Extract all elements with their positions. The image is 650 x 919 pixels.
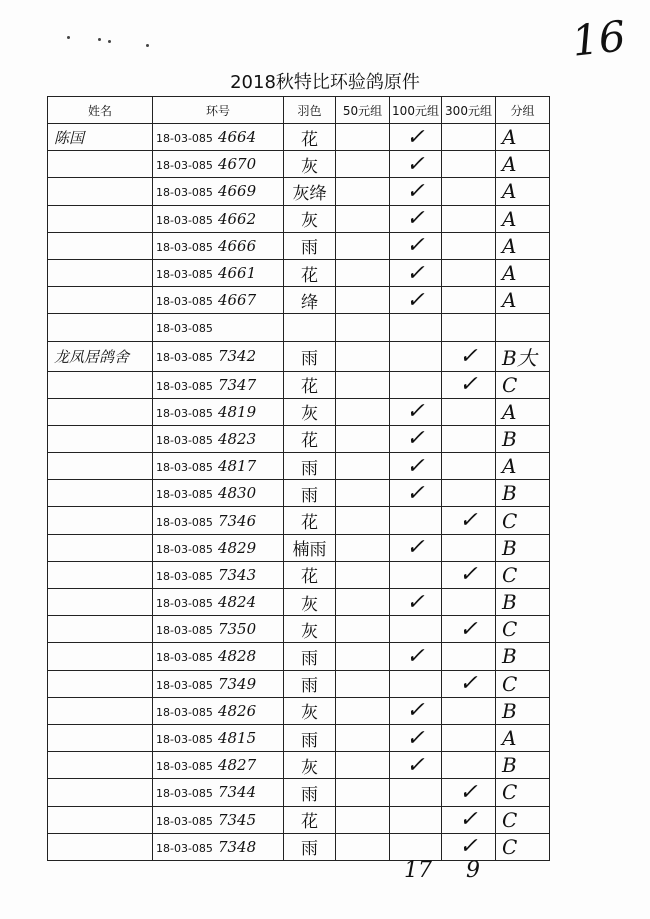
feather-color-cell: 灰: [284, 398, 336, 425]
ring-number-cell: [153, 507, 284, 534]
three-hundred-group-check: ✓: [442, 341, 496, 371]
three-hundred-total: 9: [466, 858, 480, 883]
ring-prefix: 18-03-085: [156, 814, 213, 828]
ring-serial: 4823: [217, 429, 257, 448]
ring-serial: 4664: [217, 128, 257, 147]
fifty-group-cell: [336, 341, 390, 371]
table-row: [48, 287, 550, 314]
feather-color-cell: 雨: [284, 453, 336, 480]
owner-name-cell: [48, 670, 153, 697]
owner-name-cell: 龙凤居鸽舍: [48, 341, 153, 371]
three-hundred-group-check: [442, 697, 496, 724]
ring-number-cell: [153, 425, 284, 452]
ring-number-cell: [153, 124, 284, 151]
table-row: [48, 232, 550, 259]
fifty-group-cell: [336, 534, 390, 561]
table-row: [48, 425, 550, 452]
ring-prefix: 18-03-085: [156, 841, 213, 855]
hundred-group-check: ✓: [390, 589, 442, 616]
table-row: [48, 779, 550, 806]
fifty-group-cell: [336, 453, 390, 480]
ring-prefix: 18-03-085: [156, 379, 213, 393]
ring-prefix: 18-03-085: [156, 787, 213, 801]
group-letter-cell: B: [496, 534, 550, 561]
table-row: [48, 480, 550, 507]
ring-number-cell: [153, 232, 284, 259]
feather-color-cell: 雨: [284, 480, 336, 507]
hundred-group-check: [390, 833, 442, 860]
fifty-group-cell: [336, 670, 390, 697]
owner-name-cell: [48, 534, 153, 561]
ring-serial: 4827: [217, 756, 257, 775]
owner-name-cell: [48, 833, 153, 860]
group-letter-cell: [496, 314, 550, 341]
group-letter-cell: B: [496, 752, 550, 779]
three-hundred-group-check: [442, 534, 496, 561]
group-letter-cell: B: [496, 697, 550, 724]
header-hundred: 100元组: [390, 97, 442, 124]
ring-prefix: 18-03-085: [156, 240, 213, 254]
fifty-group-cell: [336, 287, 390, 314]
fifty-group-cell: [336, 480, 390, 507]
feather-color-cell: 灰绛: [284, 178, 336, 205]
fifty-group-cell: [336, 205, 390, 232]
table-header-row: [48, 97, 550, 124]
fifty-group-cell: [336, 643, 390, 670]
header-ring: 环号: [153, 97, 284, 124]
three-hundred-group-check: [442, 398, 496, 425]
fifty-group-cell: [336, 752, 390, 779]
hundred-group-check: [390, 616, 442, 643]
hundred-group-check: ✓: [390, 697, 442, 724]
feather-color-cell: 花: [284, 259, 336, 286]
group-letter-cell: B: [496, 480, 550, 507]
ring-number-cell: [153, 670, 284, 697]
ring-number-cell: [153, 833, 284, 860]
table-row: [48, 724, 550, 751]
feather-color-cell: 雨: [284, 341, 336, 371]
ring-number-cell: [153, 287, 284, 314]
group-letter-cell: A: [496, 124, 550, 151]
hundred-group-check: ✓: [390, 724, 442, 751]
three-hundred-group-check: [442, 124, 496, 151]
ring-number-cell: [153, 453, 284, 480]
ring-serial: 7343: [217, 565, 257, 584]
ring-number-cell: [153, 371, 284, 398]
fifty-group-cell: [336, 779, 390, 806]
ring-prefix: 18-03-085: [156, 760, 213, 774]
ring-serial: 4666: [217, 236, 257, 255]
three-hundred-group-check: ✓: [442, 670, 496, 697]
three-hundred-group-check: [442, 643, 496, 670]
ring-prefix: 18-03-085: [156, 461, 213, 475]
ring-prefix: 18-03-085: [156, 433, 213, 447]
fifty-group-cell: [336, 232, 390, 259]
fifty-group-cell: [336, 616, 390, 643]
table-row: [48, 561, 550, 588]
feather-color-cell: 灰: [284, 697, 336, 724]
ring-prefix: 18-03-085: [156, 515, 213, 529]
ring-prefix: 18-03-085: [156, 132, 213, 146]
fifty-group-cell: [336, 697, 390, 724]
owner-name-cell: [48, 779, 153, 806]
ring-serial: 4826: [217, 701, 257, 720]
ring-number-cell: [153, 561, 284, 588]
group-letter-cell: C: [496, 507, 550, 534]
table-row: [48, 178, 550, 205]
hundred-group-check: ✓: [390, 453, 442, 480]
feather-color-cell: 灰: [284, 151, 336, 178]
owner-name-cell: [48, 616, 153, 643]
owner-name-cell: [48, 480, 153, 507]
group-letter-cell: C: [496, 670, 550, 697]
ring-prefix: 18-03-085: [156, 624, 213, 638]
group-letter-cell: A: [496, 724, 550, 751]
ring-prefix: 18-03-085: [156, 186, 213, 200]
ink-speck: [146, 44, 149, 47]
owner-name-cell: [48, 507, 153, 534]
group-letter-cell: C: [496, 833, 550, 860]
three-hundred-group-check: [442, 589, 496, 616]
owner-name-cell: [48, 453, 153, 480]
ring-number-cell: [153, 806, 284, 833]
table-row: [48, 616, 550, 643]
ring-number-cell: [153, 643, 284, 670]
owner-name-cell: [48, 232, 153, 259]
ring-serial: 4830: [217, 484, 257, 503]
table-row: [48, 534, 550, 561]
ring-number-cell: [153, 398, 284, 425]
hundred-group-check: [390, 561, 442, 588]
ring-prefix: 18-03-085: [156, 651, 213, 665]
table-row: [48, 643, 550, 670]
page-number: 16: [569, 11, 628, 66]
ring-prefix: 18-03-085: [156, 569, 213, 583]
feather-color-cell: 灰: [284, 589, 336, 616]
fifty-group-cell: [336, 178, 390, 205]
ring-serial: 7342: [217, 347, 257, 365]
feather-color-cell: 花: [284, 806, 336, 833]
table-row: [48, 833, 550, 860]
hundred-group-check: ✓: [390, 643, 442, 670]
sheet-title: 2018秋特比环验鸽原件: [230, 72, 420, 93]
owner-name-cell: [48, 151, 153, 178]
owner-name-cell: [48, 697, 153, 724]
ring-number-cell: [153, 616, 284, 643]
pigeon-record-table: [47, 96, 550, 861]
feather-color-cell: 雨: [284, 670, 336, 697]
table-row: [48, 314, 550, 341]
owner-name-cell: [48, 752, 153, 779]
ring-serial: 4670: [217, 155, 257, 174]
ring-number-cell: [153, 589, 284, 616]
group-letter-cell: B大: [496, 341, 550, 371]
three-hundred-group-check: [442, 724, 496, 751]
group-letter-cell: A: [496, 259, 550, 286]
three-hundred-group-check: ✓: [442, 779, 496, 806]
three-hundred-group-check: [442, 205, 496, 232]
ring-prefix: 18-03-085: [156, 213, 213, 227]
ring-number-cell: [153, 534, 284, 561]
group-letter-cell: C: [496, 806, 550, 833]
three-hundred-group-check: [442, 480, 496, 507]
fifty-group-cell: [336, 259, 390, 286]
owner-name-cell: [48, 643, 153, 670]
header-group: 分组: [496, 97, 550, 124]
ring-serial: 7350: [217, 620, 257, 639]
feather-color-cell: [284, 314, 336, 341]
fifty-group-cell: [336, 371, 390, 398]
owner-name-cell: [48, 259, 153, 286]
group-letter-cell: B: [496, 643, 550, 670]
owner-name-cell: [48, 806, 153, 833]
group-letter-cell: B: [496, 589, 550, 616]
three-hundred-group-check: [442, 259, 496, 286]
ring-prefix: 18-03-085: [156, 678, 213, 692]
ring-serial: 7345: [217, 810, 257, 829]
three-hundred-group-check: [442, 287, 496, 314]
owner-name-cell: 陈国: [48, 124, 153, 151]
table-row: [48, 205, 550, 232]
ring-serial: 4662: [217, 209, 257, 228]
ring-number-cell: [153, 341, 284, 371]
feather-color-cell: 花: [284, 371, 336, 398]
three-hundred-group-check: ✓: [442, 561, 496, 588]
hundred-group-check: ✓: [390, 178, 442, 205]
header-color: 羽色: [284, 97, 336, 124]
ring-number-cell: [153, 178, 284, 205]
table-row: [48, 151, 550, 178]
group-letter-cell: C: [496, 371, 550, 398]
group-letter-cell: C: [496, 779, 550, 806]
ring-serial: 4669: [217, 182, 257, 201]
feather-color-cell: 雨: [284, 779, 336, 806]
group-letter-cell: A: [496, 453, 550, 480]
hundred-group-check: [390, 507, 442, 534]
feather-color-cell: 花: [284, 507, 336, 534]
ring-number-cell: [153, 752, 284, 779]
table-row: [48, 752, 550, 779]
ring-serial: 4828: [217, 647, 257, 666]
fifty-group-cell: [336, 507, 390, 534]
hundred-group-check: ✓: [390, 425, 442, 452]
three-hundred-group-check: [442, 178, 496, 205]
fifty-group-cell: [336, 398, 390, 425]
three-hundred-group-check: [442, 314, 496, 341]
ring-serial: 4661: [217, 264, 257, 283]
ring-prefix: 18-03-085: [156, 351, 213, 364]
owner-name-cell: [48, 589, 153, 616]
hundred-total: 17: [404, 858, 432, 883]
table-row: [48, 670, 550, 697]
ring-prefix: 18-03-085: [156, 159, 213, 173]
hundred-group-check: [390, 779, 442, 806]
ring-serial: 4815: [217, 729, 257, 748]
ring-serial: 4817: [217, 457, 257, 476]
feather-color-cell: 雨: [284, 643, 336, 670]
fifty-group-cell: [336, 589, 390, 616]
owner-name-cell: [48, 425, 153, 452]
group-letter-cell: C: [496, 561, 550, 588]
table-row: [48, 806, 550, 833]
three-hundred-group-check: [442, 151, 496, 178]
hundred-group-check: [390, 670, 442, 697]
hundred-group-check: ✓: [390, 124, 442, 151]
hundred-group-check: ✓: [390, 232, 442, 259]
ring-number-cell: [153, 205, 284, 232]
ring-serial: 4824: [217, 593, 257, 612]
ring-serial: 7344: [217, 783, 257, 802]
owner-name-cell: [48, 314, 153, 341]
three-hundred-group-check: [442, 425, 496, 452]
three-hundred-group-check: ✓: [442, 616, 496, 643]
table-row: [48, 259, 550, 286]
group-letter-cell: A: [496, 151, 550, 178]
owner-name-cell: [48, 561, 153, 588]
table-row: [48, 507, 550, 534]
ring-number-cell: [153, 314, 284, 341]
hundred-group-check: ✓: [390, 259, 442, 286]
fifty-group-cell: [336, 561, 390, 588]
hundred-group-check: ✓: [390, 151, 442, 178]
ring-prefix: 18-03-085: [156, 322, 213, 336]
group-letter-cell: B: [496, 425, 550, 452]
group-letter-cell: C: [496, 616, 550, 643]
fifty-group-cell: [336, 124, 390, 151]
ink-speck: [108, 40, 111, 43]
ring-number-cell: [153, 259, 284, 286]
ring-number-cell: [153, 697, 284, 724]
ring-prefix: 18-03-085: [156, 705, 213, 719]
table-row: [48, 697, 550, 724]
owner-name-cell: [48, 287, 153, 314]
hundred-group-check: [390, 341, 442, 371]
ink-speck: [67, 36, 70, 39]
header-three-hundred: 300元组: [442, 97, 496, 124]
table-row: [48, 453, 550, 480]
ring-serial: 4667: [217, 291, 257, 310]
fifty-group-cell: [336, 425, 390, 452]
three-hundred-group-check: ✓: [442, 833, 496, 860]
ring-prefix: 18-03-085: [156, 268, 213, 282]
ring-serial: 4819: [217, 402, 257, 421]
hundred-group-check: ✓: [390, 287, 442, 314]
feather-color-cell: 绛: [284, 287, 336, 314]
fifty-group-cell: [336, 314, 390, 341]
ring-number-cell: [153, 724, 284, 751]
owner-name-cell: [48, 398, 153, 425]
three-hundred-group-check: ✓: [442, 507, 496, 534]
table-row: [48, 589, 550, 616]
feather-color-cell: 灰: [284, 752, 336, 779]
feather-color-cell: 花: [284, 561, 336, 588]
feather-color-cell: 灰: [284, 616, 336, 643]
table-row: [48, 341, 550, 371]
ring-prefix: 18-03-085: [156, 542, 213, 556]
three-hundred-group-check: ✓: [442, 371, 496, 398]
feather-color-cell: 雨: [284, 724, 336, 751]
hundred-group-check: [390, 314, 442, 341]
hundred-group-check: ✓: [390, 534, 442, 561]
hundred-group-check: ✓: [390, 480, 442, 507]
ring-prefix: 18-03-085: [156, 406, 213, 420]
feather-color-cell: 花: [284, 124, 336, 151]
ring-number-cell: [153, 480, 284, 507]
ring-prefix: 18-03-085: [156, 597, 213, 611]
group-letter-cell: A: [496, 398, 550, 425]
group-letter-cell: A: [496, 232, 550, 259]
hundred-group-check: ✓: [390, 205, 442, 232]
ring-number-cell: [153, 779, 284, 806]
feather-color-cell: 雨: [284, 232, 336, 259]
hundred-group-check: [390, 806, 442, 833]
hundred-group-check: ✓: [390, 752, 442, 779]
feather-color-cell: 灰: [284, 205, 336, 232]
ring-prefix: 18-03-085: [156, 488, 213, 502]
owner-name-cell: [48, 178, 153, 205]
feather-color-cell: 楠雨: [284, 534, 336, 561]
three-hundred-group-check: [442, 453, 496, 480]
ring-serial: 7346: [217, 511, 257, 530]
fifty-group-cell: [336, 724, 390, 751]
owner-name-cell: [48, 724, 153, 751]
table-row: [48, 371, 550, 398]
three-hundred-group-check: [442, 752, 496, 779]
header-fifty: 50元组: [336, 97, 390, 124]
group-letter-cell: A: [496, 287, 550, 314]
ring-serial: 7348: [217, 837, 257, 856]
three-hundred-group-check: ✓: [442, 806, 496, 833]
ring-serial: 7349: [217, 674, 257, 693]
ring-serial: 4829: [217, 538, 257, 557]
hundred-group-check: [390, 371, 442, 398]
table-row: [48, 124, 550, 151]
feather-color-cell: 花: [284, 425, 336, 452]
ring-number-cell: [153, 151, 284, 178]
ring-serial: 7347: [217, 375, 257, 394]
three-hundred-group-check: [442, 232, 496, 259]
fifty-group-cell: [336, 151, 390, 178]
owner-name-cell: [48, 371, 153, 398]
group-letter-cell: A: [496, 178, 550, 205]
owner-name-cell: [48, 205, 153, 232]
group-letter-cell: A: [496, 205, 550, 232]
ring-prefix: 18-03-085: [156, 295, 213, 309]
table-row: [48, 398, 550, 425]
feather-color-cell: 雨: [284, 833, 336, 860]
ring-prefix: 18-03-085: [156, 733, 213, 747]
ink-speck: [98, 38, 101, 41]
fifty-group-cell: [336, 833, 390, 860]
header-name: 姓名: [48, 97, 153, 124]
hundred-group-check: ✓: [390, 398, 442, 425]
fifty-group-cell: [336, 806, 390, 833]
